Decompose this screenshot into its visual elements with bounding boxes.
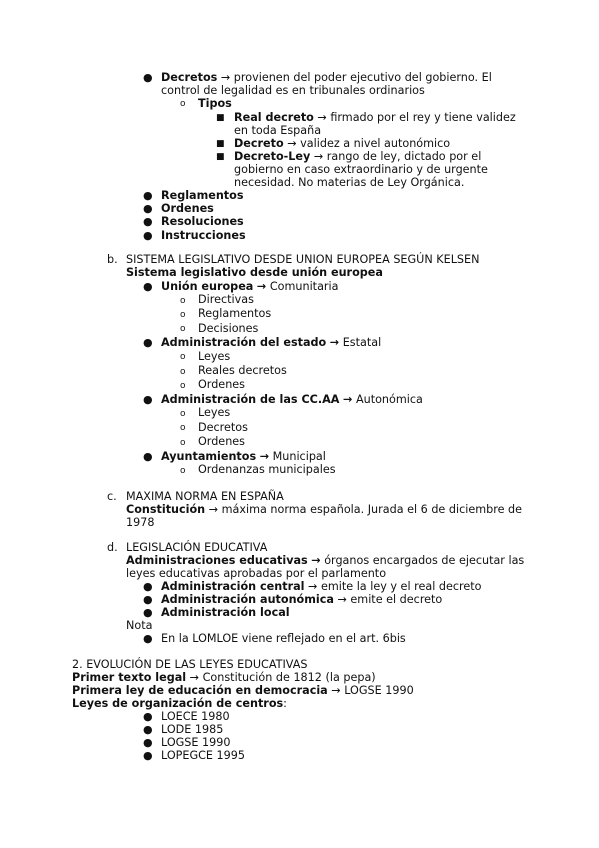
arrow-icon: →	[331, 684, 341, 697]
bullet: ●	[143, 632, 153, 645]
list-item: LOECE 1980	[161, 710, 230, 723]
admin-estado-line: Administración del estado → Estatal	[161, 336, 382, 349]
ayuntamientos-line: Ayuntamientos → Municipal	[161, 450, 326, 463]
arrow-icon: →	[317, 111, 327, 124]
arrow-icon: →	[311, 554, 321, 567]
nota-label: Nota	[126, 619, 153, 632]
bullet: ●	[143, 189, 153, 202]
section-heading: 2. EVOLUCIÓN DE LAS LEYES EDUCATIVAS	[72, 658, 308, 671]
list-item: Ordenanzas municipales	[198, 463, 336, 476]
hollow-bullet: o	[180, 352, 186, 362]
admin-educativas-line-2: leyes educativas aprobadas por el parlamento	[126, 567, 387, 580]
list-item: Reglamentos	[161, 189, 244, 202]
hollow-bullet: o	[180, 99, 186, 109]
hollow-bullet: o	[180, 310, 186, 320]
hollow-bullet: o	[180, 324, 186, 334]
section-subheading: Sistema legislativo desde unión europea	[126, 266, 383, 279]
bullet: ●	[143, 749, 153, 762]
admin-local-line: Administración local	[161, 606, 290, 619]
section-marker: b.	[107, 253, 118, 266]
list-item: LOGSE 1990	[161, 736, 231, 749]
arrow-icon: →	[308, 580, 318, 593]
hollow-bullet: o	[180, 409, 186, 419]
decreto-line: Decreto → validez a nivel autonómico	[234, 137, 451, 150]
real-decreto-line-2: en toda España	[234, 124, 322, 137]
list-item: Ordenes	[198, 378, 245, 391]
arrow-icon: →	[208, 503, 219, 516]
square-bullet: ■	[216, 152, 225, 162]
bullet: ●	[143, 580, 153, 593]
arrow-icon: →	[343, 393, 353, 406]
section-marker: d.	[107, 541, 118, 554]
square-bullet: ■	[216, 113, 225, 123]
arrow-icon: →	[220, 71, 231, 84]
nota-item: En la LOMLOE viene reflejado en el art. 6bis	[161, 632, 406, 645]
list-item: Ordenes	[198, 435, 245, 448]
real-decreto-line: Real decreto → firmado por el rey y tiene validez	[234, 111, 516, 124]
list-item: Decretos	[198, 421, 248, 434]
bullet: ●	[143, 593, 153, 606]
list-item: Leyes	[198, 350, 231, 363]
list-item: Reglamentos	[198, 307, 272, 320]
arrow-icon: →	[337, 593, 347, 606]
list-item: Instrucciones	[161, 229, 246, 242]
primer-texto-line: Primer texto legal → Constitución de 1812 (la pepa)	[72, 671, 376, 684]
hollow-bullet: o	[180, 296, 186, 306]
tipos-label: Tipos	[198, 97, 232, 110]
hollow-bullet: o	[180, 381, 186, 391]
bullet: ●	[143, 229, 153, 242]
hollow-bullet: o	[180, 423, 186, 433]
section-heading: LEGISLACIÓN EDUCATIVA	[126, 541, 268, 554]
hollow-bullet: o	[180, 367, 186, 377]
hollow-bullet: o	[180, 466, 186, 476]
list-item: LOPEGCE 1995	[161, 749, 246, 762]
constitucion-line: Constitución → máxima norma española. Jurada el 6 de diciembre de	[126, 503, 523, 516]
bullet: ●	[143, 71, 153, 84]
bullet: ●	[143, 736, 153, 749]
ue-line: Unión europea → Comunitaria	[161, 280, 339, 293]
decreto-ley-line-2: gobierno en caso extraordinario y de urgente	[234, 163, 488, 176]
organizacion-line: Leyes de organización de centros:	[72, 697, 287, 710]
bullet: ●	[143, 393, 153, 406]
decreto-ley-line-3: necesidad. No materias de Ley Orgánica.	[234, 176, 465, 189]
arrow-icon: →	[189, 671, 200, 684]
section-marker: c.	[107, 490, 117, 503]
square-bullet: ■	[216, 139, 225, 149]
bullet: ●	[143, 450, 153, 463]
bullet: ●	[143, 280, 153, 293]
decreto-ley-line: Decreto-Ley → rango de ley, dictado por el	[234, 150, 482, 163]
decretos-line: Decretos → provienen del poder ejecutivo del gobierno. El	[161, 71, 492, 84]
hollow-bullet: o	[180, 438, 186, 448]
primera-ley-line: Primera ley de educación en democracia → LOGSE 1990	[72, 684, 414, 697]
bullet: ●	[143, 215, 153, 228]
list-item: Decisiones	[198, 322, 259, 335]
admin-autonomica-line: Administración autonómica → emite el decreto	[161, 593, 443, 606]
section-heading: MAXIMA NORMA EN ESPAÑA	[126, 490, 284, 503]
bullet: ●	[143, 710, 153, 723]
decretos-line-2: control de legalidad es en tribunales ordinarios	[161, 84, 425, 97]
list-item: Directivas	[198, 293, 254, 306]
list-item: Leyes	[198, 406, 231, 419]
bullet: ●	[143, 723, 153, 736]
list-item: LODE 1985	[161, 723, 224, 736]
constitucion-line-2: 1978	[126, 516, 155, 529]
arrow-icon: →	[329, 336, 340, 349]
list-item: Reales decretos	[198, 364, 287, 377]
admin-ccaa-line: Administración de las CC.AA → Autonómica	[161, 393, 423, 406]
list-item: Ordenes	[161, 202, 214, 215]
bullet: ●	[143, 336, 153, 349]
arrow-icon: →	[287, 137, 297, 150]
arrow-icon: →	[313, 150, 324, 163]
admin-educativas-line: Administraciones educativas → órganos encargados de ejecutar las	[126, 554, 525, 567]
bullet: ●	[143, 202, 153, 215]
list-item: Resoluciones	[161, 215, 244, 228]
bullet: ●	[143, 606, 153, 619]
admin-central-line: Administración central → emite la ley y el real decreto	[161, 580, 482, 593]
arrow-icon: →	[256, 280, 267, 293]
arrow-icon: →	[259, 450, 270, 463]
section-heading: SISTEMA LEGISLATIVO DESDE UNION EUROPEA SEGÚN KELSEN	[126, 253, 480, 266]
